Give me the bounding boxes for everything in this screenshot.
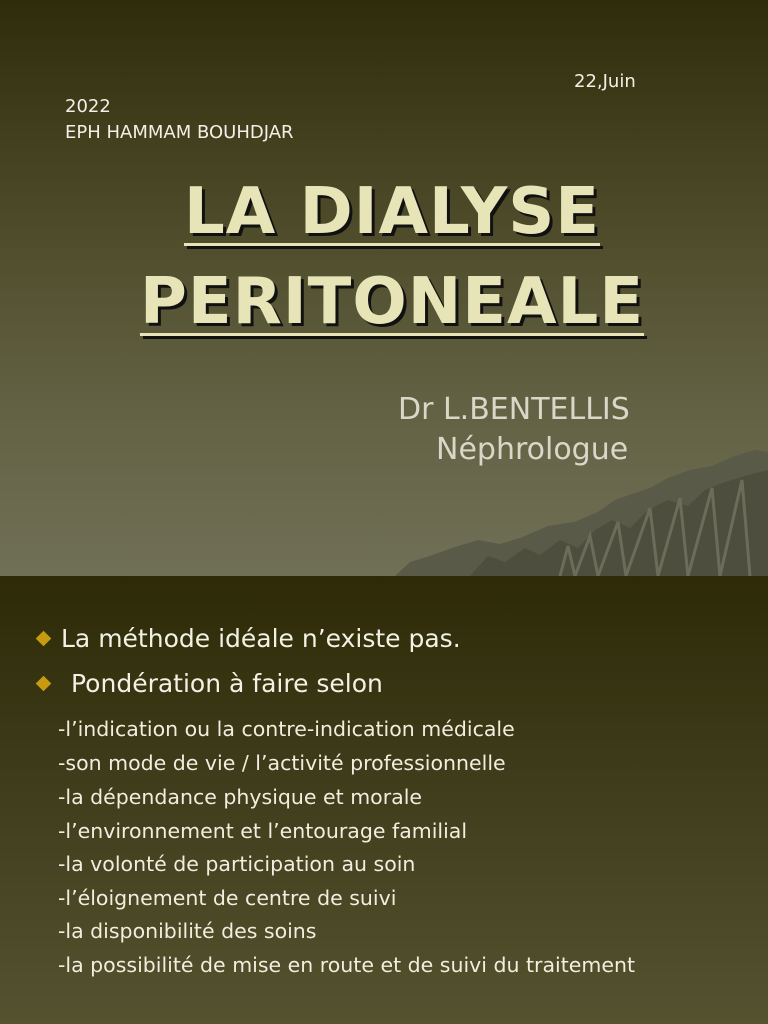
title-line-2: PERITONEALE	[139, 265, 645, 339]
sub-item: -son mode de vie / l’activité professionnelle	[58, 751, 506, 775]
hospital-name: EPH HAMMAM BOUHDJAR	[65, 122, 294, 143]
sub-item: -la disponibilité des soins	[58, 919, 317, 943]
bullet-text: La méthode idéale n’existe pas.	[61, 624, 461, 653]
bullet-item	[38, 669, 383, 698]
sub-item: -l’indication ou la contre-indication médicale	[58, 717, 515, 741]
diamond-bullet-icon	[36, 676, 52, 692]
sub-item: -la dépendance physique et morale	[58, 785, 423, 809]
author-name: Dr L.BENTELLIS	[398, 392, 630, 427]
sub-item: -la volonté de participation au soin	[58, 852, 416, 876]
title-line-1: LA DIALYSE	[183, 175, 601, 249]
author-role: Néphrologue	[436, 432, 629, 467]
date-year: 2022	[65, 96, 111, 117]
sub-item: -l’éloignement de centre de suivi	[58, 886, 397, 910]
sub-item: -l’environnement et l’entourage familial	[58, 819, 468, 843]
diamond-bullet-icon	[36, 631, 52, 647]
bullet-text: Pondération à faire selon	[71, 669, 383, 698]
date-day-month: 22,Juin	[574, 71, 636, 92]
bullet-item	[38, 624, 461, 653]
sub-item: -la possibilité de mise en route et de suivi du traitement	[58, 953, 635, 977]
content-slide	[0, 576, 768, 1024]
